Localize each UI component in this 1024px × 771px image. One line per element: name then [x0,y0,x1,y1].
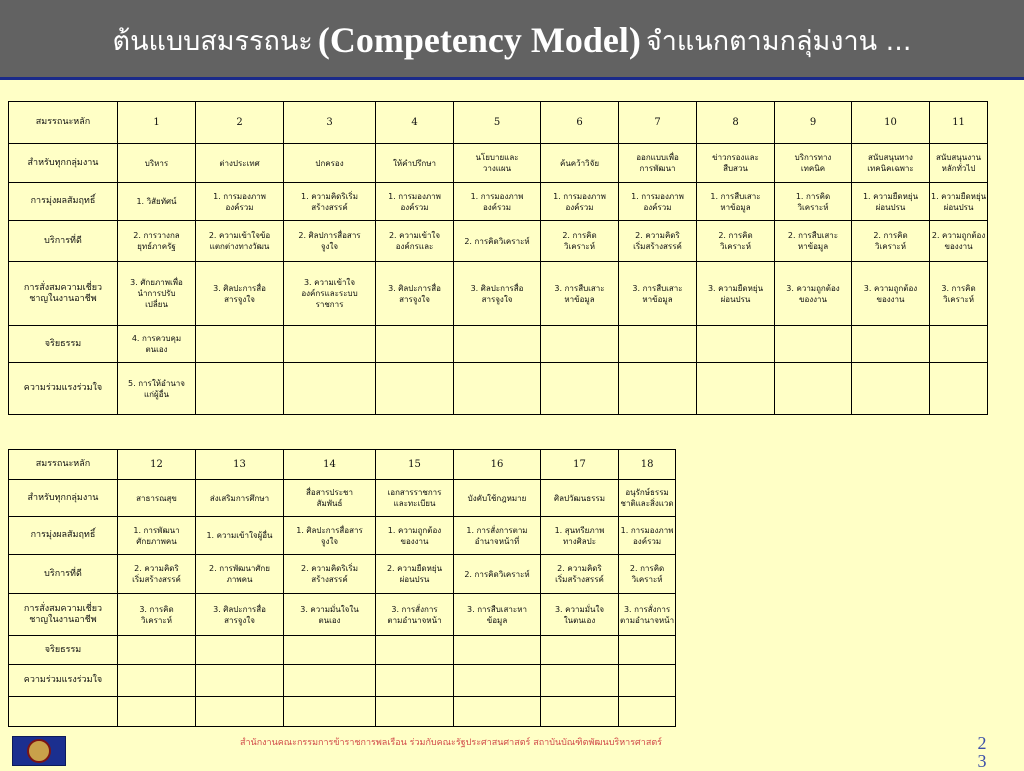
table-cell: 1. การมองภาพ องค์รวม [619,517,676,555]
column-number: 11 [930,102,988,144]
table-cell: 1. การพัฒนา ศักยภาพคน [118,517,196,555]
table-row [9,697,676,727]
table-cell: บริการทาง เทคนิค [775,144,852,183]
table-row [9,517,676,555]
table-row [9,262,988,326]
column-number: 7 [619,102,697,144]
table-cell: อนุรักษ์ธรรม ชาติและสิ่งแวด [619,480,676,517]
table-cell: 3. ศิลปะการสื่อ สารจูงใจ [454,262,541,326]
table-cell: 3. ความมั่นใจ ในตนเอง [541,594,619,636]
table-cell: 1. วิสัยทัศน์ [118,183,196,221]
header-label: สมรรถนะหลัก [9,450,118,480]
table-cell: บริหาร [118,144,196,183]
table-cell [284,326,376,363]
column-number: 2 [196,102,284,144]
table-cell: เอกสารราชการ และทะเบียน [376,480,454,517]
title-english: (Competency Model) [317,20,641,60]
title-thai: ต้นแบบสมรรถนะ [112,25,313,57]
table-cell: 2. ความคิดริเริ่ม สร้างสรรค์ [284,555,376,594]
table-header-row [9,102,988,144]
table-cell [284,363,376,415]
table-cell [196,665,284,697]
table-cell: สนับสนุนงาน หลักทั่วไป [930,144,988,183]
table-cell [541,697,619,727]
table-cell: 1. การมองภาพ องค์รวม [196,183,284,221]
table-cell: 1. การคิด วิเคราะห์ [775,183,852,221]
table-cell: 1. ความคิดริเริ่ม สร้างสรรค์ [284,183,376,221]
table-cell [775,326,852,363]
table-row [9,480,676,517]
table-row [9,363,988,415]
table-cell: สนับสนุนทาง เทคนิคเฉพาะ [852,144,930,183]
table-cell: 1. สุนทรียภาพ ทางศิลปะ [541,517,619,555]
column-number: 5 [454,102,541,144]
column-number: 9 [775,102,852,144]
table-cell: 3. ความถูกต้อง ของงาน [852,262,930,326]
table-cell: 2. ความถูกต้อง ของงาน [930,221,988,262]
table-cell [454,363,541,415]
table-cell: 3. ศิลปะการสื่อ สารจูงใจ [196,594,284,636]
column-number: 12 [118,450,196,480]
table-cell: สื่อสารประชา สัมพันธ์ [284,480,376,517]
table-cell: 3. ความยืดหยุ่น ผ่อนปรน [697,262,775,326]
competency-table-1 [8,101,988,415]
table-cell [619,665,676,697]
table-cell: 3. ศิลปะการสื่อ สารจูงใจ [196,262,284,326]
table-cell [196,636,284,665]
table-cell [697,326,775,363]
table-cell: 2. ศิลปการสื่อสาร จูงใจ [284,221,376,262]
table-cell: ศิลปวัฒนธรรม [541,480,619,517]
table-cell: 2. ความคิดริ เริ่มสร้างสรรค์ [118,555,196,594]
table-cell [196,363,284,415]
table-cell: 2. ความคิดริ เริ่มสร้างสรรค์ [619,221,697,262]
row-label: ความร่วมแรงร่วมใจ [9,363,118,415]
table-cell: 2. การพัฒนาศักย ภาพคน [196,555,284,594]
table-cell: 2. ความคิดริ เริ่มสร้างสรรค์ [541,555,619,594]
table-cell [454,665,541,697]
table-cell: 2. การวางกล ยุทธ์ภาครัฐ [118,221,196,262]
table-row [9,221,988,262]
table-cell: 3. การสืบเสาะหา ข้อมูล [454,594,541,636]
table-cell: 3. ความถูกต้อง ของงาน [775,262,852,326]
table-cell: 2. ความเข้าใจ องค์กรและ [376,221,454,262]
row-label: สำหรับทุกกลุ่มงาน [9,480,118,517]
title-suffix: จำแนกตามกลุ่มงาน ... [645,25,912,57]
row-label [9,697,118,727]
competency-table-2-wrapper [8,449,676,727]
table-cell [852,363,930,415]
table-cell [541,326,619,363]
table-header-row [9,450,676,480]
table-cell [619,636,676,665]
column-number: 6 [541,102,619,144]
slide-header [0,0,1024,80]
table-cell: บังคับใช้กฎหมาย [454,480,541,517]
row-label: สำหรับทุกกลุ่มงาน [9,144,118,183]
table-cell: สาธารณสุข [118,480,196,517]
column-number: 18 [619,450,676,480]
table-cell [541,363,619,415]
table-cell [284,636,376,665]
table-cell: 2. การสืบเสาะ หาข้อมูล [775,221,852,262]
table-cell [454,697,541,727]
table-cell: 5. การให้อำนาจ แก่ผู้อื่น [118,363,196,415]
row-label: ความร่วมแรงร่วมใจ [9,665,118,697]
table-cell: ให้คำปรึกษา [376,144,454,183]
table-cell: 1. การสั่งการตาม อำนาจหน้าที่ [454,517,541,555]
table-cell: 2. การคิด วิเคราะห์ [697,221,775,262]
table-cell: 2. การคิด วิเคราะห์ [541,221,619,262]
table-cell [930,363,988,415]
table-cell: 1. ความยืดหยุ่น ผ่อนปรน [930,183,988,221]
table-cell [619,326,697,363]
page-number: 2 3 [977,733,987,771]
table-row [9,555,676,594]
table-cell: 2. การคิด วิเคราะห์ [852,221,930,262]
row-label: บริการที่ดี [9,555,118,594]
seal-icon [27,739,51,763]
table-cell: ข่าวกรองและ สืบสวน [697,144,775,183]
column-number: 4 [376,102,454,144]
table-cell: 4. การควบคุม ตนเอง [118,326,196,363]
column-number: 17 [541,450,619,480]
table-cell [196,697,284,727]
table-cell: 1. ความยืดหยุ่น ผ่อนปรน [852,183,930,221]
table-cell: 1. ศิลปะการสื่อสาร จูงใจ [284,517,376,555]
header-label: สมรรถนะหลัก [9,102,118,144]
column-number: 14 [284,450,376,480]
table-cell [376,326,454,363]
table-row [9,144,988,183]
table-cell [376,636,454,665]
table-cell [284,665,376,697]
table-cell [852,326,930,363]
table-cell [454,636,541,665]
table-cell: 3. ความมั่นใจใน ตนเอง [284,594,376,636]
column-number: 15 [376,450,454,480]
row-label: การสั่งสมความเชี่ยว ชาญในงานอาชีพ [9,262,118,326]
table-cell: 3. การคิด วิเคราะห์ [118,594,196,636]
table-cell [454,326,541,363]
table-cell: 2. การคิด วิเคราะห์ [619,555,676,594]
table-cell: 3. การสืบเสาะ หาข้อมูล [541,262,619,326]
table-cell [541,665,619,697]
footer-note: สำนักงานคณะกรรมการข้าราชการพลเรือน ร่วมกับคณะรัฐประศาสนศาสตร์ สถาบันบัณฑิตพัฒนบริหารศาสตร์ [240,738,662,748]
table-row [9,183,988,221]
competency-table-1-wrapper [8,101,988,415]
table-cell: 1. การสืบเสาะ หาข้อมูล [697,183,775,221]
table-cell [118,697,196,727]
table-cell [118,665,196,697]
table-cell: 1. การมองภาพ องค์รวม [541,183,619,221]
table-cell: 3. การคิด วิเคราะห์ [930,262,988,326]
row-label: การมุ่งผลสัมฤทธิ์ [9,517,118,555]
column-number: 3 [284,102,376,144]
slide-title [0,0,1024,80]
table-cell: ค้นคว้าวิจัย [541,144,619,183]
table-cell: 3. การสืบเสาะ หาข้อมูล [619,262,697,326]
table-cell: นโยบายและ วางแผน [454,144,541,183]
table-cell: 2. การคิดวิเคราะห์ [454,221,541,262]
table-cell [541,636,619,665]
table-cell: 3. การสั่งการ ตามอำนาจหน้า [376,594,454,636]
column-number: 16 [454,450,541,480]
row-label: บริการที่ดี [9,221,118,262]
row-label: จริยธรรม [9,636,118,665]
table-cell [775,363,852,415]
table-cell [619,697,676,727]
row-label: การสั่งสมความเชี่ยว ชาญในงานอาชีพ [9,594,118,636]
table-cell: 1. ความถูกต้อง ของงาน [376,517,454,555]
table-cell: 1. ความเข้าใจผู้อื่น [196,517,284,555]
table-cell [930,326,988,363]
table-row [9,665,676,697]
table-row [9,636,676,665]
column-number: 8 [697,102,775,144]
table-cell: 2. ความยืดหยุ่น ผ่อนปรน [376,555,454,594]
table-cell: 1. การมองภาพ องค์รวม [454,183,541,221]
table-cell: 1. การมองภาพ องค์รวม [376,183,454,221]
table-cell: 3. การสั่งการ ตามอำนาจหน้า [619,594,676,636]
table-cell: 1. การมองภาพ องค์รวม [619,183,697,221]
table-cell: 2. ความเข้าใจข้อ แตกต่างทางวัฒน [196,221,284,262]
table-cell [376,665,454,697]
table-row [9,326,988,363]
table-cell [376,363,454,415]
table-row [9,594,676,636]
column-number: 1 [118,102,196,144]
table-cell: ต่างประเทศ [196,144,284,183]
table-cell: 2. การคิดวิเคราะห์ [454,555,541,594]
table-cell [697,363,775,415]
table-cell [284,697,376,727]
table-cell [118,636,196,665]
table-cell: 3. ศักยภาพเพื่อ นำการปรับ เปลี่ยน [118,262,196,326]
table-cell: ส่งเสริมการศึกษา [196,480,284,517]
table-cell [196,326,284,363]
column-number: 13 [196,450,284,480]
table-cell [376,697,454,727]
organization-logo [12,736,66,766]
row-label: การมุ่งผลสัมฤทธิ์ [9,183,118,221]
table-cell [619,363,697,415]
table-cell: ปกครอง [284,144,376,183]
table-cell: 3. ศิลปะการสื่อ สารจูงใจ [376,262,454,326]
table-cell: ออกแบบเพื่อ การพัฒนา [619,144,697,183]
row-label: จริยธรรม [9,326,118,363]
table-cell: 3. ความเข้าใจ องค์กรและระบบ ราชการ [284,262,376,326]
competency-table-2 [8,449,676,727]
column-number: 10 [852,102,930,144]
